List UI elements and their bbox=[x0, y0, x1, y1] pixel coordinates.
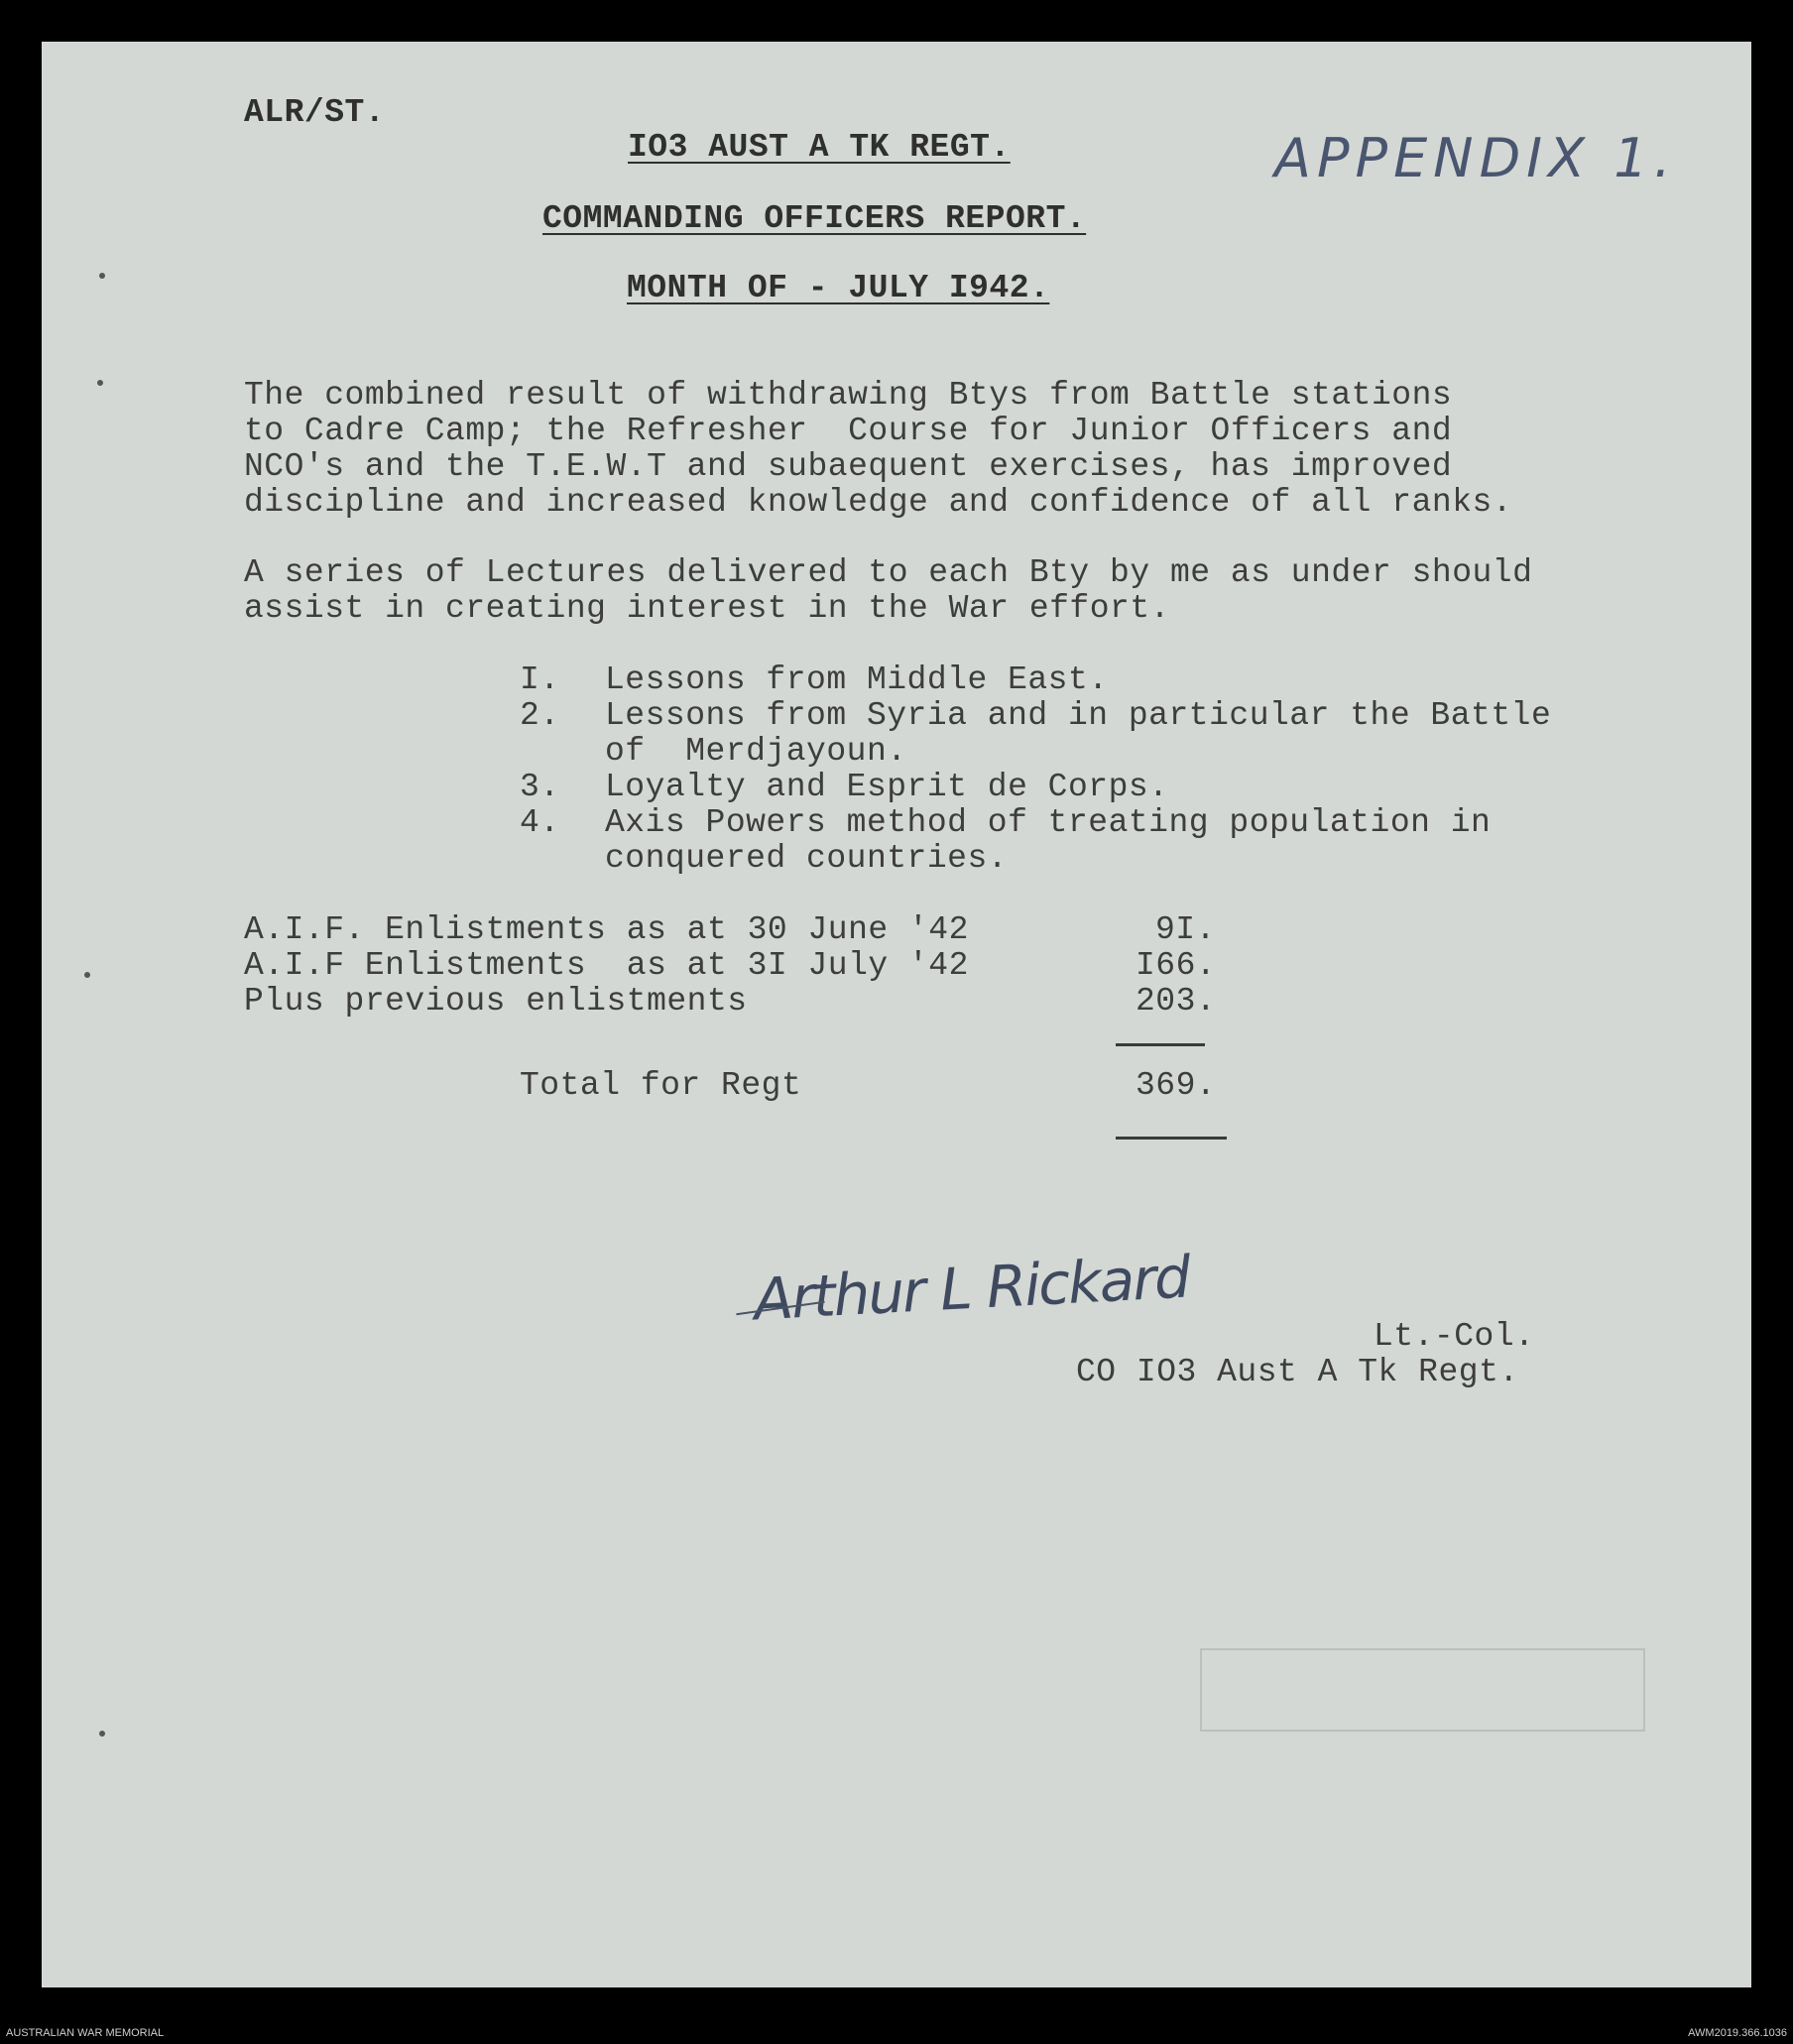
enlistment-label: Plus previous enlistments bbox=[244, 983, 748, 1020]
sum-rule bbox=[1116, 1043, 1205, 1046]
lecture-number: 2. bbox=[520, 697, 560, 734]
report-month: MONTH OF - JULY I942. bbox=[627, 270, 1050, 306]
signatory-rank: Lt.-Col. bbox=[1374, 1318, 1535, 1355]
footer-accession: AWM2019.366.1036 bbox=[1688, 2027, 1787, 2039]
paragraph-line: to Cadre Camp; the Refresher Course for Junior Officers and bbox=[244, 413, 1453, 449]
unit-title: IO3 AUST A TK REGT. bbox=[628, 129, 1011, 166]
lecture-number: 4. bbox=[520, 804, 560, 841]
paragraph-line: assist in creating interest in the War effort. bbox=[244, 590, 1170, 627]
lecture-text: Lessons from Middle East. bbox=[605, 661, 1109, 698]
enlistment-value: 203. bbox=[1136, 983, 1217, 1020]
appendix-annotation: APPENDIX 1. bbox=[1274, 127, 1677, 189]
binder-mark bbox=[97, 380, 103, 386]
reference-code: ALR/ST. bbox=[244, 94, 386, 131]
bleed-through-stamp bbox=[1200, 1648, 1645, 1732]
paragraph-line: A series of Lectures delivered to each Bty by me as under should bbox=[244, 554, 1533, 591]
footer-institution: AUSTRALIAN WAR MEMORIAL bbox=[6, 2027, 165, 2039]
enlistment-value: 9I. bbox=[1155, 911, 1216, 948]
lecture-number: I. bbox=[520, 661, 560, 698]
total-label: Total for Regt bbox=[520, 1067, 802, 1104]
total-rule bbox=[1116, 1137, 1227, 1140]
lecture-text: of Merdjayoun. bbox=[605, 733, 907, 770]
binder-mark bbox=[84, 972, 90, 978]
signature: Arthur L Rickard bbox=[752, 1243, 1191, 1334]
enlistment-label: A.I.F. Enlistments as at 30 June '42 bbox=[244, 911, 969, 948]
lecture-number: 3. bbox=[520, 769, 560, 805]
enlistment-value: I66. bbox=[1136, 947, 1217, 984]
lecture-text: Loyalty and Esprit de Corps. bbox=[605, 769, 1169, 805]
signatory-position: CO IO3 Aust A Tk Regt. bbox=[1076, 1354, 1519, 1390]
paragraph-line: The combined result of withdrawing Btys from Battle stations bbox=[244, 377, 1453, 414]
report-title: COMMANDING OFFICERS REPORT. bbox=[542, 200, 1087, 237]
paragraph-line: NCO's and the T.E.W.T and subaequent exercises, has improved bbox=[244, 448, 1453, 485]
lecture-text: Lessons from Syria and in particular the Battle bbox=[605, 697, 1552, 734]
total-value: 369. bbox=[1136, 1067, 1217, 1104]
paragraph-line: discipline and increased knowledge and confidence of all ranks. bbox=[244, 484, 1513, 521]
binder-mark bbox=[99, 1731, 105, 1737]
enlistment-label: A.I.F Enlistments as at 3I July '42 bbox=[244, 947, 969, 984]
binder-mark bbox=[99, 273, 105, 279]
lecture-text: conquered countries. bbox=[605, 840, 1009, 877]
lecture-text: Axis Powers method of treating population in bbox=[605, 804, 1492, 841]
